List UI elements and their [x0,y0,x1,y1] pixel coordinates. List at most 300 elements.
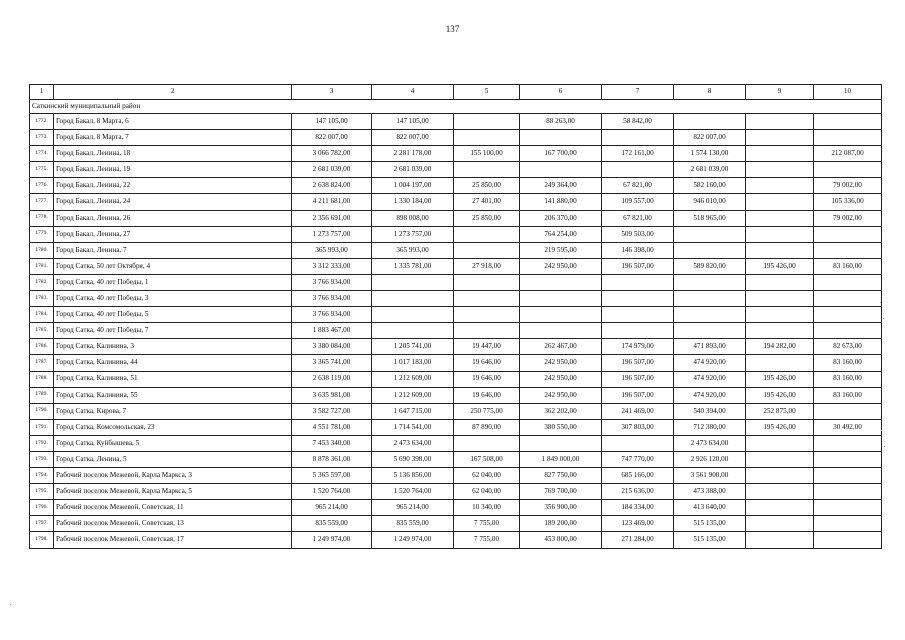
amount-cell: 83 160,00 [814,387,882,403]
table-row [30,355,882,371]
amount-cell: 835 559,00 [292,516,372,532]
row-number: 1788. [30,371,54,387]
amount-cell: 206 370,00 [520,210,602,226]
amount-cell: 27 918,00 [454,258,520,274]
column-number-header: 8 [674,85,746,100]
column-number-header: 4 [372,85,454,100]
table-row [30,451,882,467]
table-row [30,210,882,226]
scan-speck [880,302,881,303]
row-number: 1794. [30,468,54,484]
table-row [30,242,882,258]
amount-cell: 196 507,00 [602,387,674,403]
table-row [30,307,882,323]
amount-cell: 835 559,00 [372,516,454,532]
amount-cell [814,130,882,146]
amount-cell: 2 681 039,00 [292,162,372,178]
amount-cell: 195 426,00 [746,371,814,387]
amount-cell: 827 750,00 [520,468,602,484]
amount-cell: 471 893,00 [674,339,746,355]
amount-cell: 589 820,00 [674,258,746,274]
amount-cell: 2 281 178,00 [372,146,454,162]
amount-cell: 1 520 764,00 [372,484,454,500]
amount-cell: 1 205 741,00 [372,339,454,355]
amount-cell: 141 880,00 [520,194,602,210]
amount-cell: 356 900,00 [520,500,602,516]
row-number: 1777. [30,194,54,210]
amount-cell: 946 010,00 [674,194,746,210]
table-row [30,371,882,387]
address-cell: Город Бакал, Ленина, 18 [54,146,292,162]
address-cell: Город Сатка, Комсомольская, 23 [54,419,292,435]
amount-cell [520,435,602,451]
table-row [30,387,882,403]
scan-speck [10,604,11,605]
amount-cell: 712 380,00 [674,419,746,435]
row-number: 1787. [30,355,54,371]
amount-cell: 1 273 757,00 [372,226,454,242]
amount-cell: 242 950,00 [520,355,602,371]
amount-cell [814,323,882,339]
address-cell: Город Сатка, Кирова, 7 [54,403,292,419]
address-cell: Город Сатка, Калинина, 55 [54,387,292,403]
column-number-header: 6 [520,85,602,100]
table-row [30,323,882,339]
amount-cell: 822 007,00 [674,130,746,146]
table-row [30,468,882,484]
amount-cell: 4 551 781,00 [292,419,372,435]
column-number-header: 2 [54,85,292,100]
amount-cell: 262 467,00 [520,339,602,355]
amount-cell: 219 595,00 [520,242,602,258]
scan-speck [881,430,882,431]
amount-cell: 1 849 000,00 [520,451,602,467]
amount-cell: 196 507,00 [602,258,674,274]
address-cell: Город Сатка, 40 лет Победы, 5 [54,307,292,323]
amount-cell [746,516,814,532]
table-row [30,291,882,307]
amount-cell [746,114,814,130]
amount-cell: 453 800,00 [520,532,602,548]
column-number-header: 1 [30,85,54,100]
amount-cell: 242 950,00 [520,258,602,274]
amount-cell: 7 755,00 [454,532,520,548]
amount-cell: 582 160,00 [674,178,746,194]
column-number-header-row [30,85,882,100]
amount-cell [814,500,882,516]
amount-cell: 147 105,00 [292,114,372,130]
table-row [30,258,882,274]
amount-cell [454,114,520,130]
amount-cell: 155 100,00 [454,146,520,162]
table-row [30,130,882,146]
amount-cell: 79 002,00 [814,210,882,226]
amount-cell: 1 017 183,00 [372,355,454,371]
address-cell: Город Бакал, Ленина, 7 [54,242,292,258]
table-row [30,419,882,435]
amount-cell [674,307,746,323]
amount-cell [454,130,520,146]
amount-cell [814,242,882,258]
amount-cell: 147 105,00 [372,114,454,130]
region-header-row [30,100,882,114]
amount-cell [674,242,746,258]
amount-cell: 83 160,00 [814,258,882,274]
amount-cell: 515 135,00 [674,532,746,548]
address-cell: Город Бакал, Ленина, 19 [54,162,292,178]
amount-cell: 2 473 634,00 [372,435,454,451]
amount-cell [454,274,520,290]
amount-cell: 1 335 781,00 [372,258,454,274]
address-cell: Город Сатка, 40 лет Победы, 7 [54,323,292,339]
amount-cell: 189 200,00 [520,516,602,532]
row-number: 1789. [30,387,54,403]
amount-cell: 87 890,00 [454,419,520,435]
amount-cell: 242 950,00 [520,387,602,403]
amount-cell [814,468,882,484]
amount-cell: 174 979,00 [602,339,674,355]
amount-cell [674,291,746,307]
address-cell: Город Бакал, Ленина, 27 [54,226,292,242]
amount-cell [372,307,454,323]
column-number-header: 5 [454,85,520,100]
amount-cell: 5 136 856,00 [372,468,454,484]
amount-cell [602,307,674,323]
address-cell: Рабочий поселок Межевой, Советская, 13 [54,516,292,532]
row-number: 1773. [30,130,54,146]
amount-cell [746,435,814,451]
data-table [29,84,882,549]
amount-cell: 62 040,00 [454,484,520,500]
row-number: 1774. [30,146,54,162]
amount-cell: 380 550,00 [520,419,602,435]
amount-cell: 3 766 934,00 [292,307,372,323]
amount-cell [814,451,882,467]
amount-cell [674,274,746,290]
row-number: 1797. [30,516,54,532]
row-number: 1781. [30,258,54,274]
amount-cell: 58 842,00 [602,114,674,130]
amount-cell [372,323,454,339]
amount-cell: 2 356 691,00 [292,210,372,226]
table-row [30,274,882,290]
amount-cell: 252 875,00 [746,403,814,419]
amount-cell: 365 993,00 [372,242,454,258]
amount-cell: 473 388,00 [674,484,746,500]
address-cell: Город Бакал, Ленина, 22 [54,178,292,194]
amount-cell [814,114,882,130]
amount-cell: 1 212 609,00 [372,387,454,403]
amount-cell: 123 469,00 [602,516,674,532]
amount-cell: 965 214,00 [372,500,454,516]
row-number: 1791. [30,419,54,435]
row-number: 1786. [30,339,54,355]
amount-cell: 898 008,00 [372,210,454,226]
amount-cell: 5 365 597,00 [292,468,372,484]
row-number: 1776. [30,178,54,194]
amount-cell: 8 878 361,00 [292,451,372,467]
amount-cell [674,114,746,130]
address-cell: Город Бакал, 8 Марта, 6 [54,114,292,130]
amount-cell: 19 646,00 [454,371,520,387]
amount-cell [372,291,454,307]
amount-cell: 3 365 741,00 [292,355,372,371]
amount-cell: 30 492,00 [814,419,882,435]
amount-cell: 1 249 974,00 [372,532,454,548]
row-number: 1792. [30,435,54,451]
amount-cell [520,274,602,290]
amount-cell: 3 635 981,00 [292,387,372,403]
amount-cell [814,226,882,242]
amount-cell [454,323,520,339]
amount-cell: 3 766 934,00 [292,291,372,307]
address-cell: Город Сатка, Калинина, 51 [54,371,292,387]
amount-cell [814,532,882,548]
amount-cell [746,468,814,484]
amount-cell: 1 330 184,00 [372,194,454,210]
amount-cell: 215 636,00 [602,484,674,500]
amount-cell: 88 263,00 [520,114,602,130]
amount-cell [602,274,674,290]
amount-cell: 822 007,00 [292,130,372,146]
amount-cell: 146 398,00 [602,242,674,258]
amount-cell [746,532,814,548]
amount-cell: 62 040,00 [454,468,520,484]
amount-cell [602,435,674,451]
address-cell: Город Бакал, Ленина, 24 [54,194,292,210]
row-number: 1780. [30,242,54,258]
page-number: 137 [445,24,460,34]
amount-cell [746,226,814,242]
amount-cell: 195 426,00 [746,419,814,435]
amount-cell: 196 507,00 [602,371,674,387]
amount-cell [746,355,814,371]
amount-cell [454,291,520,307]
region-name: Саткинский муниципальный район [30,100,882,114]
amount-cell [520,162,602,178]
amount-cell: 1 212 609,00 [372,371,454,387]
table-row [30,178,882,194]
table-row [30,339,882,355]
amount-cell: 2 638 824,00 [292,178,372,194]
row-number: 1798. [30,532,54,548]
row-number: 1783. [30,291,54,307]
amount-cell: 167 700,00 [520,146,602,162]
amount-cell: 67 821,00 [602,210,674,226]
amount-cell [520,323,602,339]
row-number: 1790. [30,403,54,419]
table-row [30,226,882,242]
amount-cell: 474 920,00 [674,387,746,403]
amount-cell: 1 574 130,00 [674,146,746,162]
amount-cell [602,323,674,339]
address-cell: Город Сатка, Ленина, 5 [54,451,292,467]
amount-cell: 2 681 039,00 [674,162,746,178]
amount-cell [520,130,602,146]
amount-cell: 19 646,00 [454,355,520,371]
amount-cell: 195 426,00 [746,258,814,274]
amount-cell: 965 214,00 [292,500,372,516]
row-number: 1795. [30,484,54,500]
address-cell: Город Бакал, 8 Марта, 7 [54,130,292,146]
amount-cell [602,130,674,146]
column-number-header: 3 [292,85,372,100]
amount-cell [372,274,454,290]
amount-cell [454,435,520,451]
address-cell: Рабочий поселок Межевой, Карла Маркса, 3 [54,468,292,484]
amount-cell: 3 312 333,00 [292,258,372,274]
table-row [30,532,882,548]
amount-cell: 509 503,00 [602,226,674,242]
amount-cell [814,403,882,419]
amount-cell: 540 394,00 [674,403,746,419]
amount-cell [454,226,520,242]
address-cell: Город Сатка, Куйбышева, 5 [54,435,292,451]
amount-cell: 27 401,00 [454,194,520,210]
amount-cell [814,274,882,290]
row-number: 1772. [30,114,54,130]
column-number-header: 7 [602,85,674,100]
address-cell: Город Сатка, 40 лет Победы, 3 [54,291,292,307]
table-row [30,516,882,532]
amount-cell: 474 920,00 [674,371,746,387]
amount-cell [520,291,602,307]
amount-cell [814,516,882,532]
table-row [30,162,882,178]
address-cell: Рабочий поселок Межевой, Советская, 11 [54,500,292,516]
row-number: 1782. [30,274,54,290]
amount-cell [454,307,520,323]
table-row [30,146,882,162]
amount-cell [746,162,814,178]
address-cell: Рабочий поселок Межевой, Карла Маркса, 5 [54,484,292,500]
amount-cell: 518 965,00 [674,210,746,226]
amount-cell: 1 520 764,00 [292,484,372,500]
amount-cell: 747 770,00 [602,451,674,467]
column-number-header: 10 [814,85,882,100]
amount-cell: 241 469,00 [602,403,674,419]
amount-cell: 1 883 467,00 [292,323,372,339]
row-number: 1779. [30,226,54,242]
table-row [30,484,882,500]
amount-cell: 515 135,00 [674,516,746,532]
amount-cell: 172 161,00 [602,146,674,162]
amount-cell [454,162,520,178]
amount-cell: 3 561 900,00 [674,468,746,484]
table-row [30,194,882,210]
amount-cell [814,484,882,500]
amount-cell [746,178,814,194]
amount-cell: 1 273 757,00 [292,226,372,242]
amount-cell [674,226,746,242]
amount-cell: 769 700,00 [520,484,602,500]
amount-cell: 3 066 782,00 [292,146,372,162]
address-cell: Город Сатка, 50 лет Октября, 4 [54,258,292,274]
amount-cell [746,210,814,226]
amount-cell: 1 249 974,00 [292,532,372,548]
row-number: 1784. [30,307,54,323]
amount-cell: 250 775,00 [454,403,520,419]
amount-cell: 413 640,00 [674,500,746,516]
table-row [30,403,882,419]
amount-cell: 2 473 634,00 [674,435,746,451]
amount-cell: 1 004 197,00 [372,178,454,194]
amount-cell: 196 507,00 [602,355,674,371]
amount-cell [746,291,814,307]
amount-cell: 764 254,00 [520,226,602,242]
amount-cell: 7 453 340,00 [292,435,372,451]
amount-cell: 4 211 681,00 [292,194,372,210]
amount-cell: 212 087,00 [814,146,882,162]
amount-cell: 365 993,00 [292,242,372,258]
amount-cell [814,307,882,323]
row-number: 1778. [30,210,54,226]
amount-cell [746,451,814,467]
amount-cell [746,274,814,290]
amount-cell [602,291,674,307]
amount-cell [520,307,602,323]
amount-cell: 82 673,00 [814,339,882,355]
amount-cell [746,194,814,210]
amount-cell: 25 850,00 [454,178,520,194]
amount-cell: 2 638 119,00 [292,371,372,387]
amount-cell: 822 007,00 [372,130,454,146]
amount-cell [746,146,814,162]
amount-cell: 3 582 727,00 [292,403,372,419]
amount-cell: 7 755,00 [454,516,520,532]
amount-cell: 5 690 398,00 [372,451,454,467]
amount-cell: 249 364,00 [520,178,602,194]
amount-cell: 109 557,00 [602,194,674,210]
amount-cell: 1 647 715,00 [372,403,454,419]
row-number: 1796. [30,500,54,516]
amount-cell: 3 766 934,00 [292,274,372,290]
amount-cell: 1 714 541,00 [372,419,454,435]
amount-cell [746,484,814,500]
amount-cell: 83 160,00 [814,355,882,371]
amount-cell: 184 334,00 [602,500,674,516]
amount-cell: 271 284,00 [602,532,674,548]
amount-cell [746,242,814,258]
amount-cell: 105 336,00 [814,194,882,210]
amount-cell [814,291,882,307]
amount-cell [674,323,746,339]
address-cell: Город Сатка, 40 лет Победы, 1 [54,274,292,290]
amount-cell: 242 950,00 [520,371,602,387]
address-cell: Город Сатка, Калинина, 3 [54,339,292,355]
amount-cell [814,162,882,178]
amount-cell: 3 380 084,00 [292,339,372,355]
amount-cell [602,162,674,178]
amount-cell: 79 002,00 [814,178,882,194]
row-number: 1793. [30,451,54,467]
amount-cell: 685 166,00 [602,468,674,484]
amount-cell: 474 920,00 [674,355,746,371]
table-row [30,114,882,130]
amount-cell: 307 803,00 [602,419,674,435]
amount-cell [746,323,814,339]
amount-cell: 2 681 039,00 [372,162,454,178]
amount-cell [814,435,882,451]
scan-speck [883,318,884,319]
amount-cell: 362 202,00 [520,403,602,419]
amount-cell: 67 821,00 [602,178,674,194]
row-number: 1775. [30,162,54,178]
amount-cell: 19 646,00 [454,387,520,403]
scan-speck [884,446,885,447]
amount-cell: 83 160,00 [814,371,882,387]
amount-cell [454,242,520,258]
